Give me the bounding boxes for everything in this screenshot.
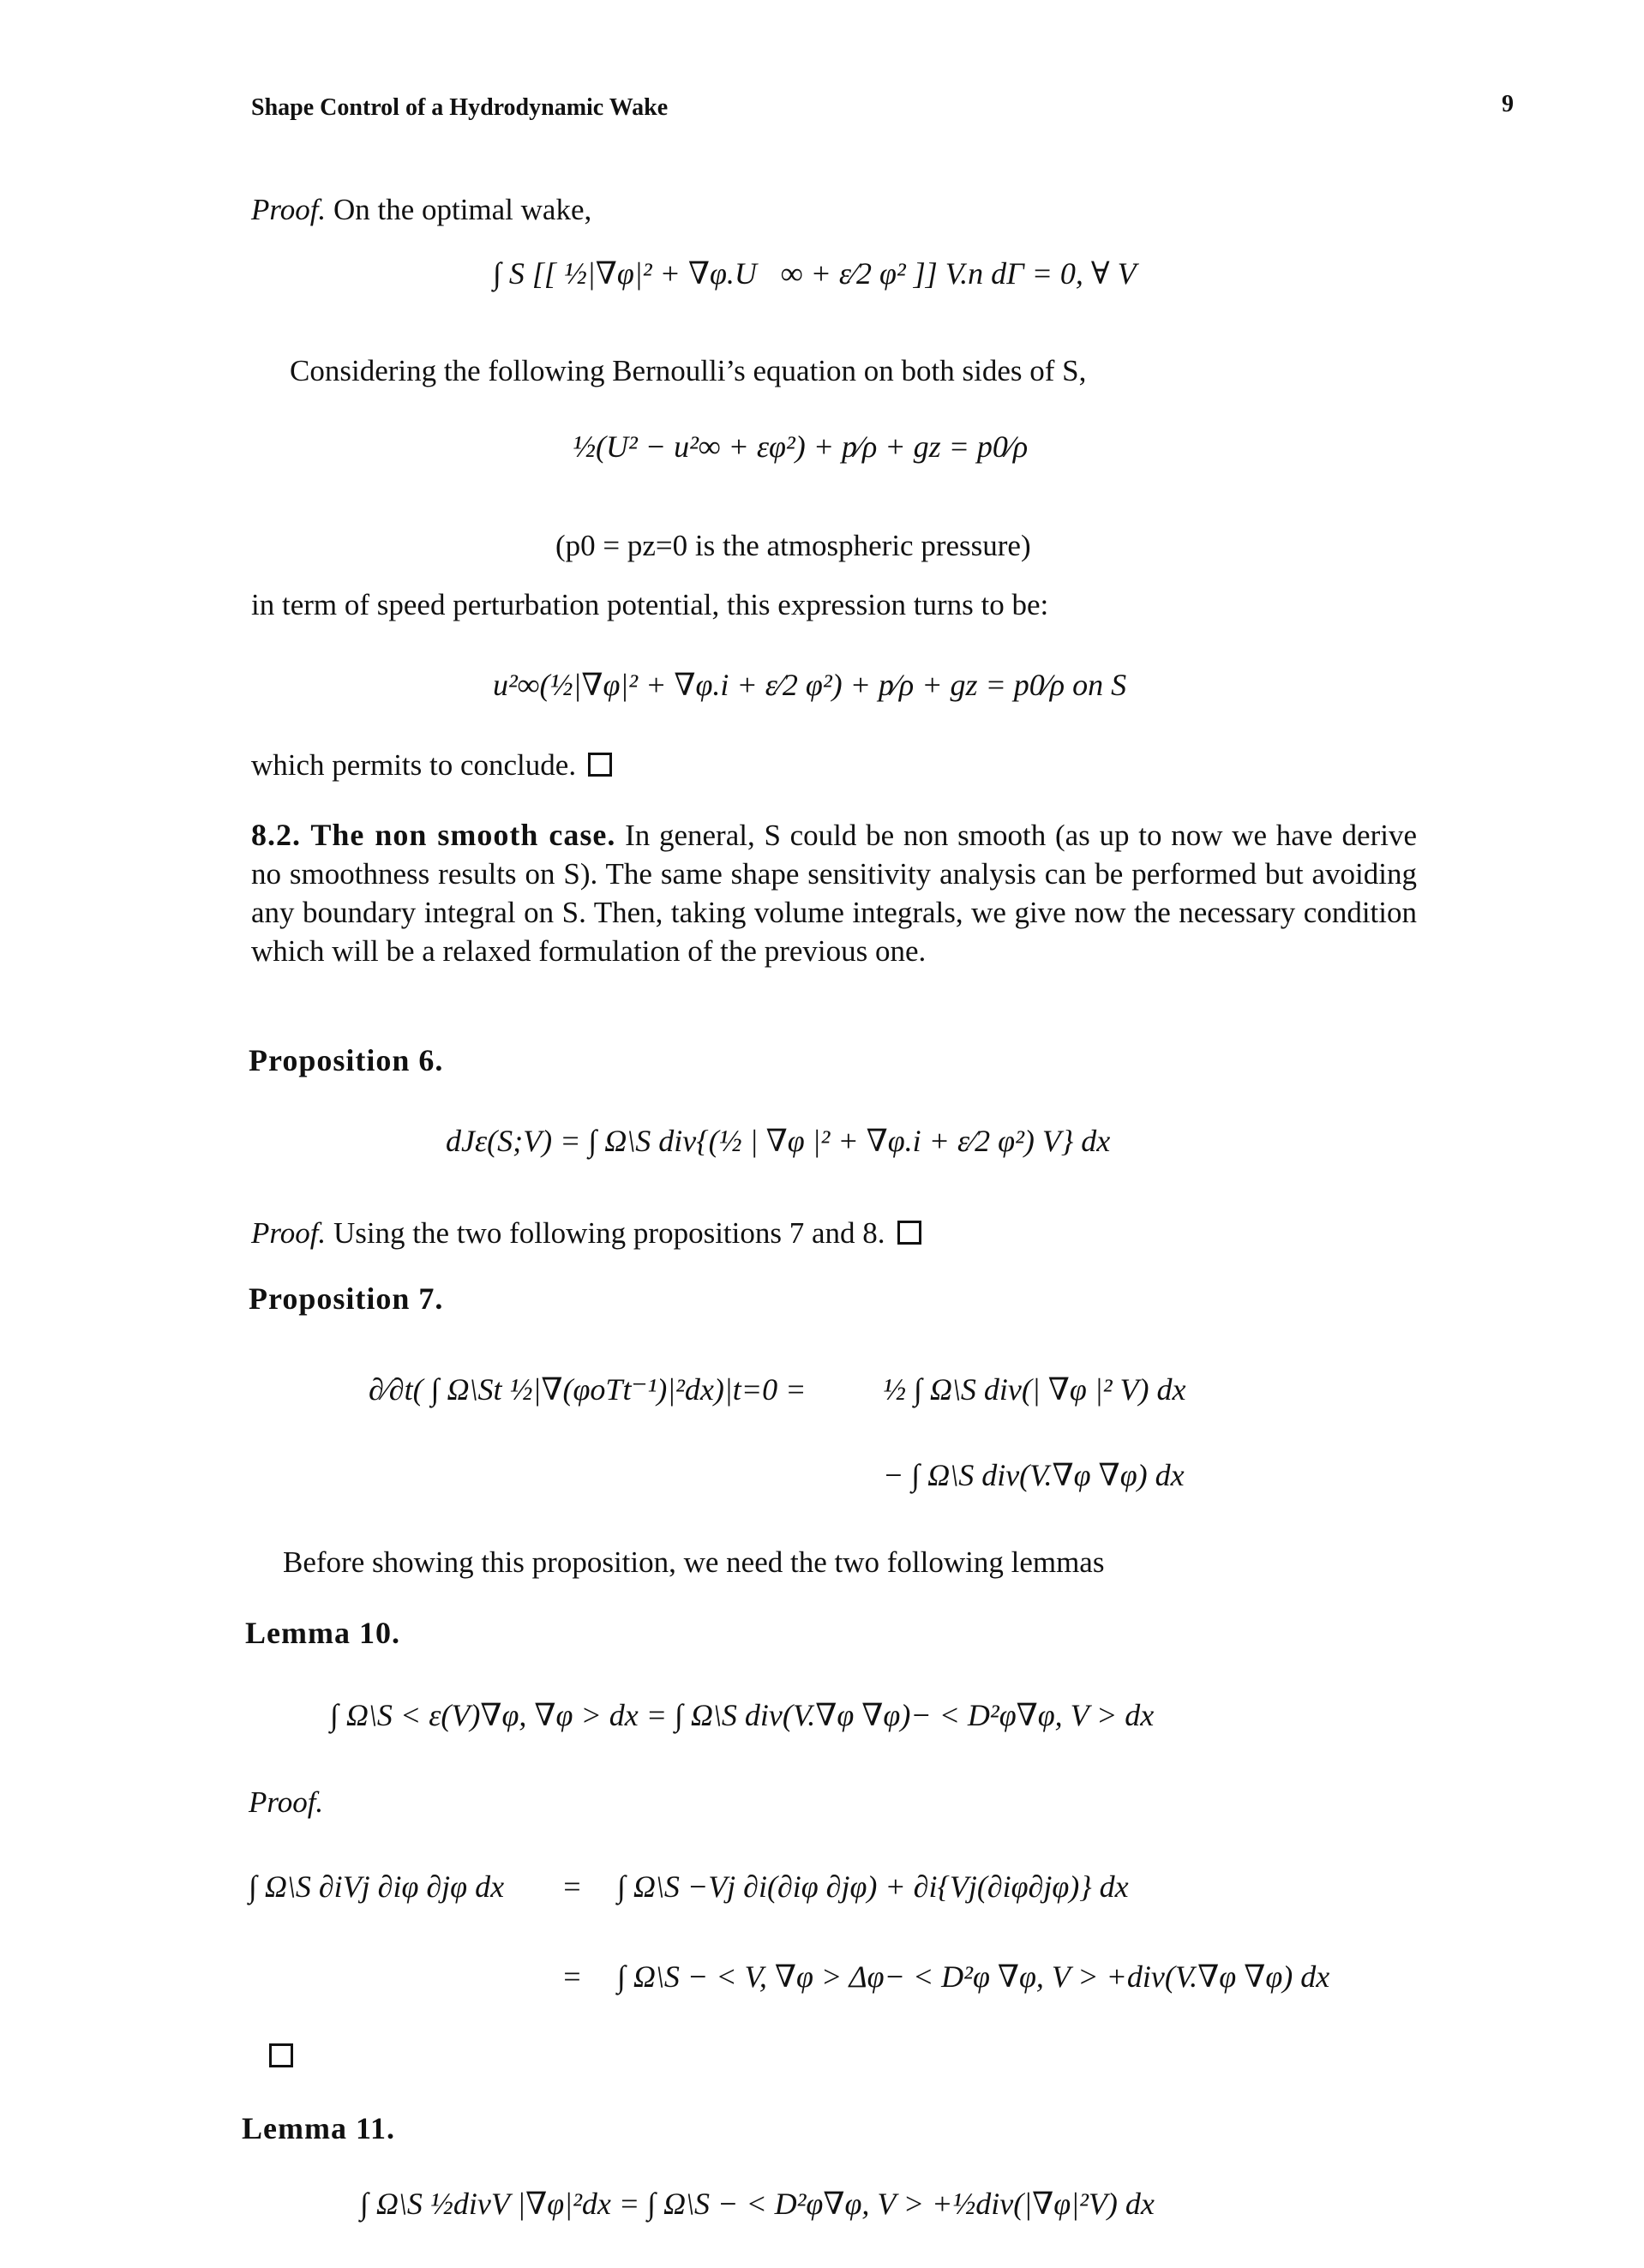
proposition-7-rhs-1: ½ ∫ Ω\S div(| ∇φ |² V) dx	[883, 1372, 1186, 1407]
proposition-6-heading: Proposition 6.	[249, 1043, 444, 1077]
bernoulli-intro: Considering the following Bernoulli’s equation on both sides of S,	[290, 354, 1087, 387]
proposition-7-heading: Proposition 7.	[249, 1281, 444, 1316]
proof-10-line-1-lhs: ∫ Ω\S ∂iVj ∂iφ ∂jφ dx	[249, 1869, 505, 1904]
proof-6-paragraph	[251, 1214, 921, 1252]
proof-label: Proof.	[251, 193, 327, 226]
qed-square-icon	[897, 1221, 921, 1245]
proposition-7-lhs: ∂⁄∂t( ∫ Ω\St ½|∇(φoTt⁻¹)|²dx)|t=0 =	[369, 1372, 807, 1407]
section-text: In general, S could be non smooth (as up to now we have derive no smoothness results on S). The same shape sensitivity analysis can be performed but avoiding any boundary integral on S. Then, taking volume integrals, we give now the necessary condition which will be a relaxed formulation of the previous one.	[251, 819, 1418, 968]
proof-text: Using the two following propositions 7 and 8.	[333, 1216, 885, 1250]
lemma-10-heading: Lemma 10.	[245, 1616, 400, 1650]
proposition-6-equation: dJε(S;V) = ∫ Ω\S div{(½ | ∇φ |² + ∇φ.i + ε⁄2 φ²) V} dx	[446, 1124, 1111, 1158]
running-title: Shape Control of a Hydrodynamic Wake	[251, 94, 669, 121]
equals-sign: =	[561, 1959, 583, 1994]
qed-square-icon	[269, 2043, 293, 2067]
equation-boundary-condition: ∫ S [[ ½|∇φ|² + ∇φ.U⃗∞ + ε⁄2 φ² ]] V.n dΓ = 0, ∀ V	[493, 256, 1137, 291]
qed-square-icon	[588, 753, 612, 777]
proof-paragraph	[251, 190, 591, 229]
proof-10-line-2-rhs: ∫ Ω\S − < V, ∇φ > Δφ− < D²φ ∇φ, V > +div(V.∇φ ∇φ) dx	[617, 1959, 1330, 1994]
equals-sign: =	[561, 1869, 583, 1904]
lemma-11-equation: ∫ Ω\S ½divV |∇φ|²dx = ∫ Ω\S − < D²φ∇φ, V > +½div(|∇φ|²V) dx	[360, 2187, 1155, 2221]
before-lemmas-text: Before showing this proposition, we need the two following lemmas	[283, 1545, 1105, 1579]
proposition-7-rhs-2: − ∫ Ω\S div(V.∇φ ∇φ) dx	[883, 1458, 1185, 1492]
section-heading: 8.2. The non smooth case.	[251, 818, 616, 852]
lemma-11-heading: Lemma 11.	[242, 2111, 395, 2145]
section-8-2-paragraph	[251, 816, 1417, 970]
conclude-line	[251, 746, 612, 784]
proof-10-label: Proof.	[249, 1785, 324, 1819]
proof-label: Proof.	[251, 1216, 327, 1250]
atmospheric-note: (p0 = pz=0 is the atmospheric pressure)	[555, 529, 1031, 562]
page-number: 9	[1502, 91, 1514, 117]
equation-bernoulli: ½(U² − u²∞ + εφ²) + p⁄ρ + gz = p0⁄ρ	[573, 429, 1029, 464]
lemma-10-equation: ∫ Ω\S < ε(V)∇φ, ∇φ > dx = ∫ Ω\S div(V.∇φ ∇φ)− < D²φ∇φ, V > dx	[330, 1698, 1155, 1732]
conclude-text: which permits to conclude.	[251, 748, 577, 782]
equation-perturbation: u²∞(½|∇φ|² + ∇φ.i + ε⁄2 φ²) + p⁄ρ + gz = p0⁄ρ on S	[493, 668, 1127, 702]
proof-10-line-1-rhs: ∫ Ω\S −Vj ∂i(∂iφ ∂jφ) + ∂i{Vj(∂iφ∂jφ)} dx	[617, 1869, 1129, 1904]
proof-text: On the optimal wake,	[333, 193, 592, 226]
perturbation-text: in term of speed perturbation potential, this expression turns to be:	[251, 588, 1049, 621]
